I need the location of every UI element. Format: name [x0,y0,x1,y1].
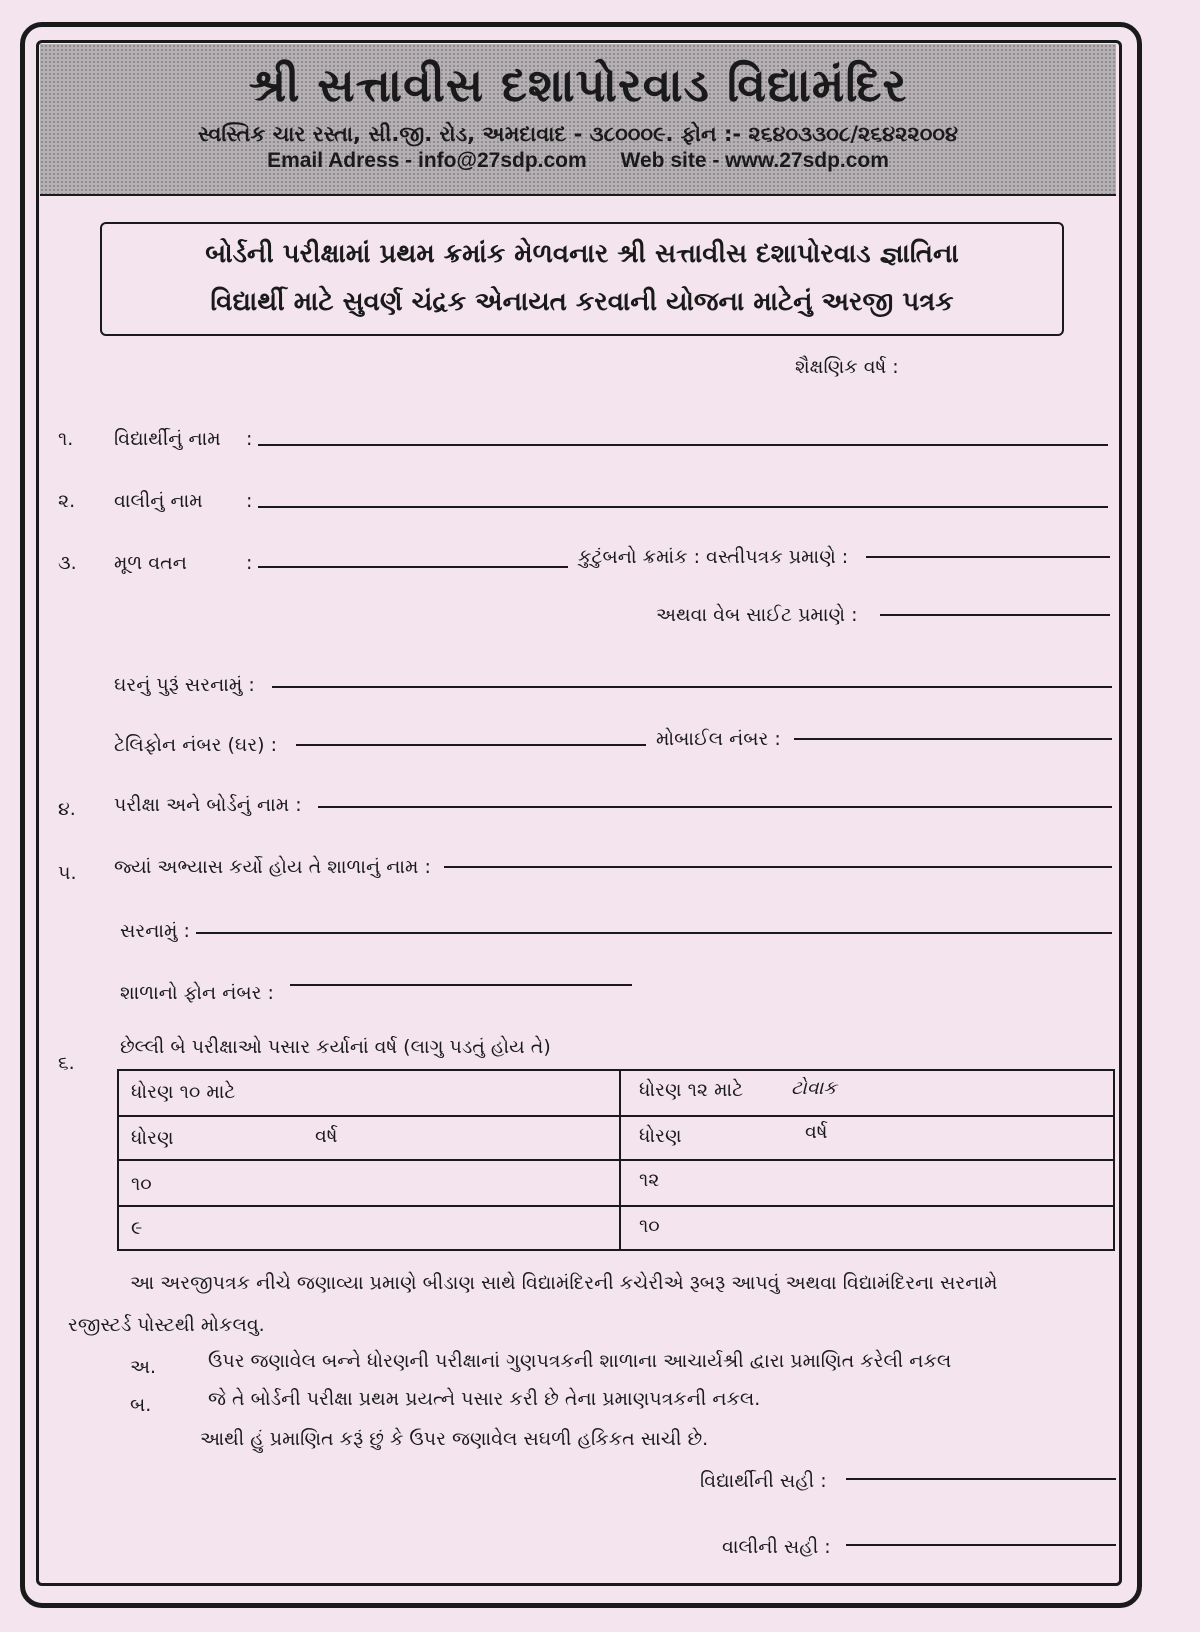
guardian-signature-line[interactable] [846,1544,1116,1546]
student-signature-line[interactable] [846,1478,1116,1480]
student-name-line[interactable] [258,444,1108,446]
email-text: Email Adress - info@27sdp.com [267,149,587,172]
field-number-6: ૬. [58,1052,75,1074]
home-address-label: ઘરનું પુરૂં સરનામું : [114,674,255,696]
std10-row-1: ૧૦ [131,1173,152,1195]
family-number-label: કુટુંબનો ક્રમાંક : વસ્તીપત્રક પ્રમાણે : [578,546,849,568]
std12-year-col: વર્ષ [805,1121,828,1143]
website-text: Web site - www.27sdp.com [620,149,889,172]
std10-grade-col: ધોરણ [131,1127,174,1149]
table-rule [119,1205,1113,1207]
instructions-paragraph: આ અરજીપત્રક નીચે જણાવ્યા પ્રમાણે બીડાણ સાથે વિદ્યામંદિરની કચેરીએ રૂબરૂ આપવું અથવા વિદ્યામંદિરના સરનામે [130,1272,998,1294]
std10-row-2: ૯ [131,1217,143,1239]
enclosure-a-text: ઉપર જણાવેલ બન્ને ધોરણની પરીક્ષાનાં ગુણપત્રકની શાળાના આચાર્યશ્રી દ્વારા પ્રમાણિત કરેલી નકલ [208,1350,952,1372]
native-place-label: મૂળ વતન [114,552,187,574]
table-rule [119,1159,1113,1161]
form-title-box [100,222,1064,336]
school-name-line[interactable] [444,866,1112,868]
std12-header: ધોરણ ૧૨ માટે [639,1079,744,1101]
exam-board-label: પરીક્ષા અને બોર્ડનું નામ : [114,794,302,816]
field-number-5: ૫. [58,862,77,884]
std10-year-col: વર્ષ [315,1125,338,1147]
form-title-line-2: વિદ્યાર્થી માટે સુવર્ણ ચંદ્રક એનાયત કરવાની યોજના માટેનું અરજી પત્રક [210,287,954,317]
guardian-signature-label: વાલીની સહી : [722,1536,831,1558]
mobile-label: મોબાઈલ નંબર : [656,728,781,750]
exams-passed-label: છેલ્લી બે પરીક્ષાઓ પસાર કર્યાનાં વર્ષ (લાગુ પડતું હોય તે) [120,1036,551,1058]
colon: : [246,428,253,450]
school-name-label: જ્યાં અભ્યાસ કર્યો હોય તે શાળાનું નામ : [114,856,431,878]
student-signature-label: વિદ્યાર્થીની સહી : [700,1470,827,1492]
phone-home-line[interactable] [296,744,646,746]
field-number-3: ૩. [58,552,77,574]
colon: : [246,490,253,512]
field-number-4: ૪. [58,798,76,820]
website-alt-label: અથવા વેબ સાઈટ પ્રમાણે : [656,604,858,626]
school-phone-label: શાળાનો ફોન નંબર : [120,982,274,1004]
std12-grade-col: ધોરણ [639,1125,682,1147]
field-number-1: ૧. [58,428,74,450]
enclosure-b-text: જે તે બોર્ડની પરીક્ષા પ્રથમ પ્રયત્ને પસાર કરી છે તેના પ્રમાણપત્રકની નકલ. [208,1388,761,1410]
contact-line [40,149,1116,173]
student-name-label: વિદ્યાર્થીનું નામ [114,428,221,450]
school-phone-line[interactable] [290,984,632,986]
school-address-label: સરનામું : [120,920,190,942]
exam-board-line[interactable] [318,806,1112,808]
handwritten-note: ટોવાક [791,1077,837,1099]
phone-home-label: ટેલિફોન નંબર (ઘર) : [114,734,277,756]
guardian-name-line[interactable] [258,506,1108,508]
std12-row-2: ૧૦ [639,1215,660,1237]
enclosure-b-label: બ. [130,1394,152,1416]
table-rule [119,1115,1113,1117]
std10-header: ધોરણ ૧૦ માટે [131,1081,236,1103]
mobile-line[interactable] [794,738,1112,740]
instructions-continuation: રજીસ્ટર્ડ પોસ્ટથી મોકલવુ. [68,1314,265,1336]
std12-row-1: ૧૨ [639,1169,660,1191]
form-title-line-1: બોર્ડની પરીક્ષામાં પ્રથમ ક્રમાંક મેળવનાર શ્રી સત્તાવીસ દશાપોરવાડ જ્ઞાતિના [205,239,959,269]
colon: : [246,552,253,574]
native-place-line[interactable] [258,566,568,568]
field-number-2: ૨. [58,490,76,512]
enclosure-a-label: અ. [130,1356,157,1378]
website-alt-line[interactable] [880,614,1110,616]
academic-year-label: શૈક્ષણિક વર્ષ : [795,356,899,378]
declaration: આથી હું પ્રમાણિત કરૂં છું કે ઉપર જણાવેલ સઘળી હકિકત સાચી છે. [200,1428,709,1450]
family-number-line[interactable] [866,556,1110,558]
school-address: સ્વસ્તિક ચાર રસ્તા, સી.જી. રોડ, અમદાવાદ - ૩૮૦૦૦૯. ફોન :- ૨૬૪૦૩૩૦૮/૨૬૪૨૨૦૦૪ [197,122,959,146]
guardian-name-label: વાલીનું નામ [114,490,203,512]
school-name: શ્રી સત્તાવીસ દશાપોરવાડ વિદ્યામંદિર [248,58,908,112]
exam-year-table [117,1069,1115,1251]
home-address-line[interactable] [272,686,1112,688]
letterhead [40,44,1116,196]
school-address-line[interactable] [196,932,1112,934]
